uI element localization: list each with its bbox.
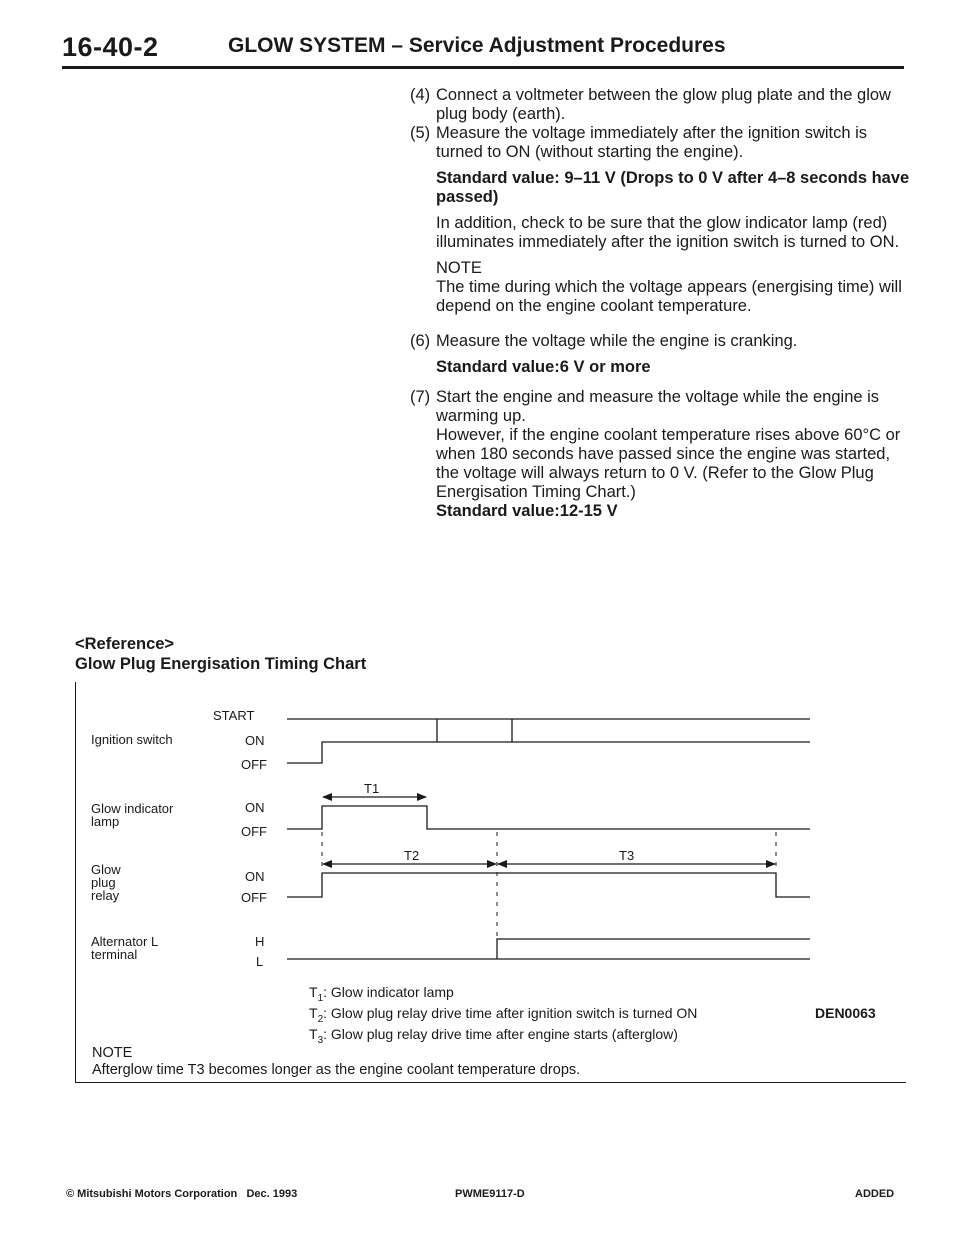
signal-label-alternator: Alternator L terminal [91, 934, 158, 962]
standard-value: Standard value:12-15 V [436, 502, 618, 520]
footer-copyright: © Mitsubishi Motors Corporation Dec. 1993 [66, 1188, 298, 1200]
chart-note [92, 1045, 580, 1079]
step-number: (6) [410, 332, 431, 350]
legend-item: $T_1$: Glow indicator lamp [309, 984, 454, 1004]
reference-tag: <Reference> [75, 635, 175, 653]
footer-status: ADDED [855, 1188, 895, 1200]
state-off: OFF [241, 890, 267, 905]
step-number: (5) [410, 124, 431, 142]
note-label: NOTE [436, 259, 482, 277]
step-text: Measure the voltage while the engine is cranking. [436, 332, 798, 350]
chart-title: Glow Plug Energisation Timing Chart [75, 655, 367, 673]
waveform-alternator [287, 939, 810, 959]
state-off: OFF [241, 757, 267, 772]
state-off: OFF [241, 824, 267, 839]
step-extra: However, if the engine coolant temperature rises above 60°C or when 180 seconds have passed since the engine was started, the voltage will always return to 0 V. (Refer to the Glow Plug Energisation Timing Chart.) [436, 426, 901, 501]
t3-label: T3 [619, 848, 635, 863]
note-text: The time during which the voltage appears (energising time) will depend on the engine coolant temperature. [436, 278, 902, 315]
state-on: ON [245, 869, 265, 884]
step-addition: In addition, check to be sure that the glow indicator lamp (red) illuminates immediately after the ignition switch is turned to ON. [436, 214, 900, 251]
waveform-relay [287, 873, 810, 897]
state-low: L [256, 954, 264, 969]
figure-code: DEN0063 [815, 1005, 876, 1021]
standard-value: Standard value: 9–11 V (Drops to 0 V after 4–8 seconds have passed) [436, 169, 910, 206]
state-on: ON [245, 800, 265, 815]
page-title: GLOW SYSTEM – Service Adjustment Procedures [228, 34, 726, 57]
state-on: ON [245, 733, 265, 748]
legend-item: $T_3$: Glow plug relay drive time after engine starts (afterglow) [309, 1025, 678, 1046]
signal-label-indicator: Glow indicator lamp [91, 801, 174, 829]
signal-label-ignition: Ignition switch [91, 732, 173, 747]
note-text: Afterglow time T3 becomes longer as the engine coolant temperature drops. [92, 1062, 581, 1078]
section-number: 16-40-2 [62, 32, 159, 62]
standard-value: Standard value:6 V or more [436, 358, 651, 376]
step-text: Measure the voltage immediately after the ignition switch is turned to ON (without starting the engine). [436, 124, 868, 161]
step-text: Connect a voltmeter between the glow plug plate and the glow plug body (earth). [436, 86, 891, 123]
chart-legend [309, 985, 697, 1047]
step-text: Start the engine and measure the voltage while the engine is warming up. [436, 388, 880, 425]
step-number: (4) [410, 86, 431, 104]
waveform-ignition [287, 742, 810, 763]
t2-label: T2 [404, 848, 420, 863]
state-start: START [213, 708, 255, 723]
state-high: H [255, 934, 265, 949]
waveform-ignition-start [287, 719, 810, 742]
t1-label: T1 [364, 781, 380, 796]
step-number: (7) [410, 388, 431, 406]
footer-doc-code: PWME9117-D [455, 1188, 525, 1200]
signal-label-relay: Glow plug relay [91, 862, 121, 903]
waveform-indicator [287, 806, 810, 829]
note-label: NOTE [92, 1045, 133, 1061]
legend-item: $T_2$: Glow plug relay drive time after ignition switch is turned ON [309, 1004, 698, 1025]
